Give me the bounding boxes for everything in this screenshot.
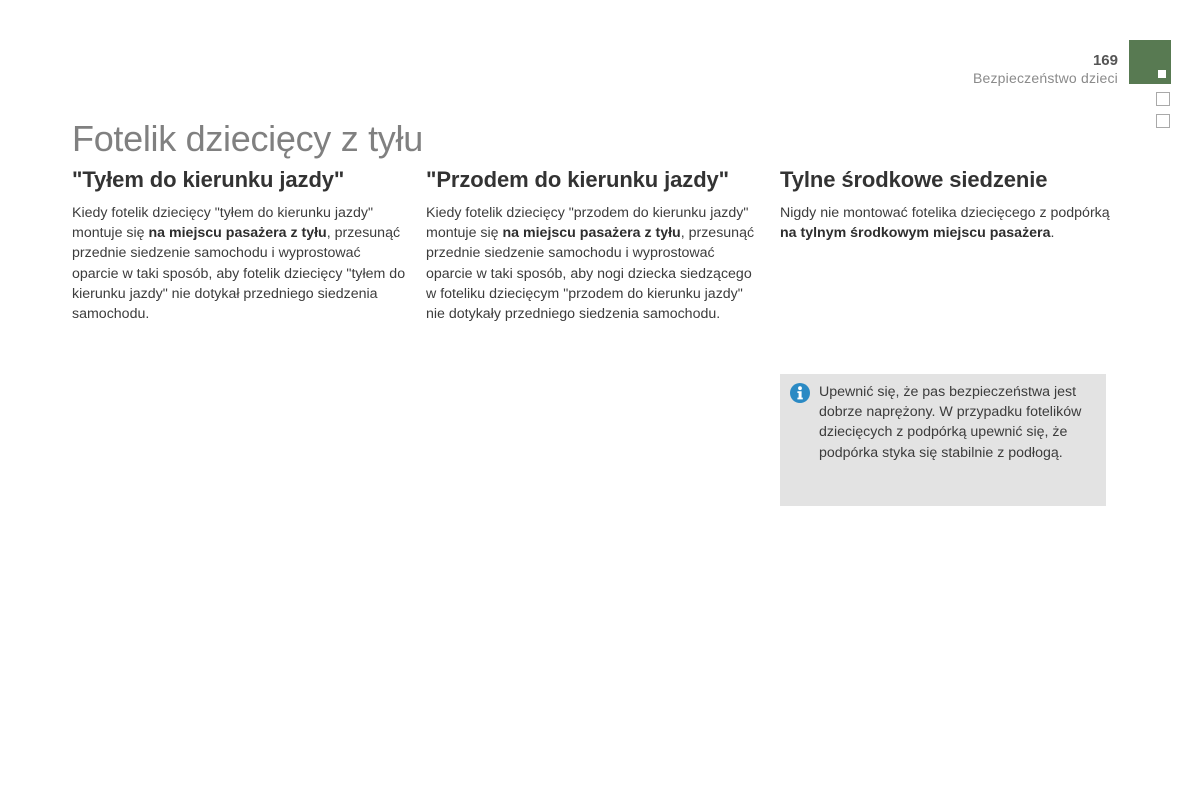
chapter-tab-marker [1158,70,1166,78]
column-forward-facing [426,167,761,324]
chapter-tab-active [1129,40,1171,84]
column-heading: "Tyłem do kierunku jazdy" [72,167,345,192]
body-text: Kiedy fotelik dziecięcy "tyłem do kierunku jazdy" montuje się [72,205,374,242]
column-rear-facing [72,167,407,324]
column-body [426,203,761,324]
body-text: , przesunąć przednie siedzenie samochodu i wyprostować oparcie w taki sposób, aby nogi dziecka siedzącego w foteliku dziecięcym "przodem do kierunku jazdy" nie dotykały przedniego siedzenia samochodu. [426,225,755,323]
body-text: Nigdy nie montować fotelika dziecięcego z podpórką [780,205,1110,221]
info-icon [790,383,810,403]
column-body [72,203,407,324]
chapter-tab-empty-2 [1156,114,1170,128]
body-text-bold: na miejscu pasażera z tyłu [502,225,681,242]
body-text: Kiedy fotelik dziecięcy "przodem do kierunku jazdy" montuje się [426,205,749,242]
info-text: Upewnić się, że pas bezpieczeństwa jest dobrze naprężony. W przypadku fotelików dziecięcych z podpórką upewnić się, że podpórka styka się stabilnie z podłogą. [819,384,1082,461]
column-heading: "Przodem do kierunku jazdy" [426,167,730,192]
body-text-bold: na tylnym środkowym miejscu pasażera [780,225,1051,242]
body-text: , przesunąć przednie siedzenie samochodu i wyprostować oparcie w taki sposób, aby fotelik dziecięcy "tyłem do kierunku jazdy" nie dotykał przedniego siedzenia samochodu. [72,225,406,323]
body-text-bold: na miejscu pasażera z tyłu [148,225,327,242]
page-number: 169 [1092,52,1118,69]
page-title: Fotelik dziecięcy z tyłu [72,118,423,159]
column-body [780,203,1115,243]
column-heading: Tylne środkowe siedzenie [780,167,1048,192]
body-text: . [1050,225,1055,242]
chapter-tab-empty-1 [1156,92,1170,106]
column-rear-middle-seat [780,167,1115,243]
section-name: Bezpieczeństwo dzieci [972,70,1118,86]
info-box [780,374,1106,506]
